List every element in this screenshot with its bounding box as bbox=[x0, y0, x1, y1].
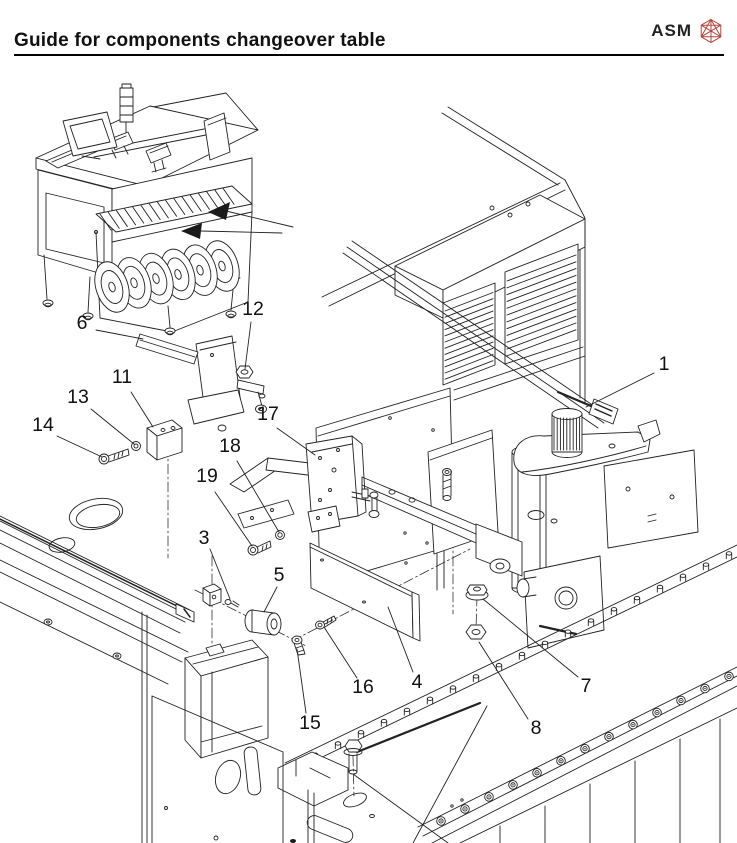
toggle-clamp-part6 bbox=[136, 334, 267, 431]
screw-part16 bbox=[316, 616, 337, 629]
callout-17: 17 bbox=[257, 403, 279, 425]
callout-4: 4 bbox=[411, 671, 423, 693]
leader-line-17 bbox=[277, 428, 315, 455]
block-part3 bbox=[203, 584, 221, 606]
callout-18: 18 bbox=[219, 435, 241, 457]
callout-6: 6 bbox=[76, 312, 88, 334]
callout-16: 16 bbox=[352, 676, 374, 698]
callout-19: 19 bbox=[196, 465, 218, 487]
leader-line-11 bbox=[131, 392, 153, 427]
callout-1: 1 bbox=[658, 353, 670, 375]
callout-12: 12 bbox=[242, 298, 264, 320]
leader-line-12 bbox=[245, 322, 251, 369]
washer-part18 bbox=[276, 531, 285, 540]
callout-11: 11 bbox=[111, 366, 133, 388]
callout-13: 13 bbox=[67, 386, 89, 408]
callout-5: 5 bbox=[273, 564, 285, 586]
leader-line-15 bbox=[297, 649, 306, 713]
logo-text: ASM bbox=[651, 21, 692, 40]
leader-line-16 bbox=[324, 627, 357, 678]
screw-part14 bbox=[99, 449, 129, 464]
leader-line-14 bbox=[57, 436, 102, 457]
leader-line-6 bbox=[96, 330, 143, 339]
roller-part5 bbox=[245, 610, 281, 635]
callout-14: 14 bbox=[32, 414, 54, 436]
screw-part15 bbox=[292, 636, 305, 655]
locking-knob bbox=[552, 409, 582, 458]
flanged-nut-part7 bbox=[466, 585, 488, 600]
hex-nut-part12 bbox=[236, 366, 253, 378]
hex-nut-part8 bbox=[466, 625, 486, 639]
screw-part19 bbox=[248, 541, 271, 555]
loose-parts bbox=[99, 334, 420, 655]
callout-3: 3 bbox=[198, 527, 210, 549]
callout-7: 7 bbox=[580, 675, 592, 697]
leader-line-5 bbox=[264, 587, 277, 612]
leader-line-13 bbox=[91, 409, 134, 444]
callout-15: 15 bbox=[299, 712, 321, 734]
leader-line-1 bbox=[586, 373, 654, 407]
callout-8: 8 bbox=[530, 717, 542, 739]
page-title: Guide for components changeover table bbox=[14, 30, 386, 51]
